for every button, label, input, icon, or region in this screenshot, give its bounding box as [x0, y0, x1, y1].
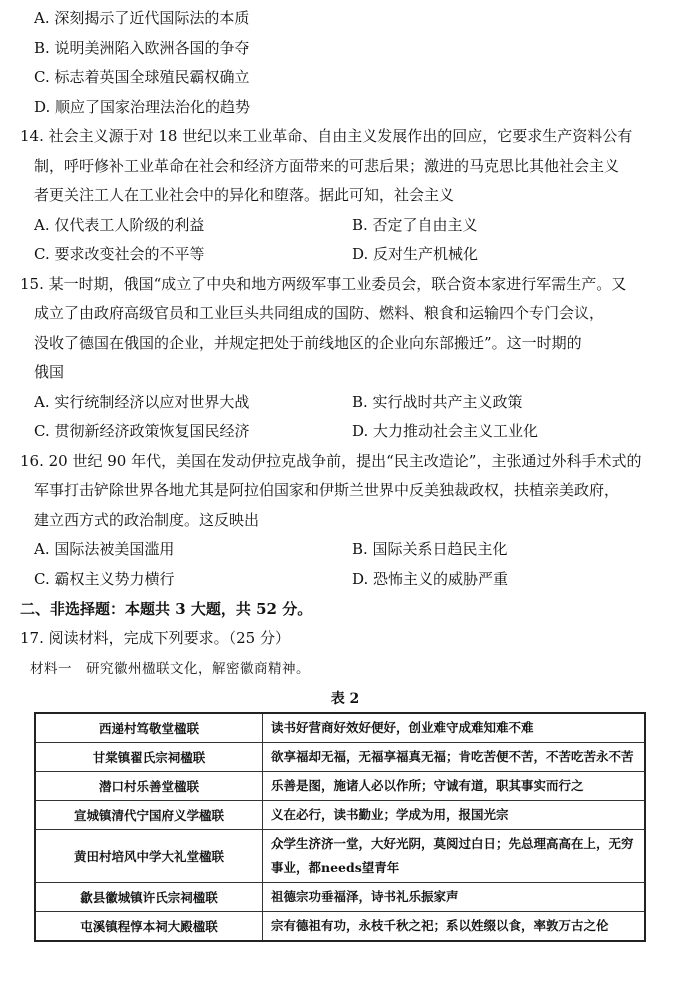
table-caption: 表 2	[330, 690, 360, 707]
q16-option-d: D. 恐怖主义的威胁严重	[352, 569, 509, 588]
table-row	[35, 882, 645, 911]
q16-option-b: B. 国际关系日趋民主化	[352, 540, 508, 558]
table-cell-couplet: 祖德宗功垂福泽，诗书礼乐振家声	[263, 882, 646, 911]
q15-options-row-1	[20, 388, 670, 418]
table-row	[35, 771, 645, 800]
table-cell-place: 黄田村培风中学大礼堂楹联	[35, 829, 263, 882]
q13-option-c: C. 标志着英国全球殖民霸权确立	[34, 68, 250, 86]
q16-line-3: 建立西方式的政治制度。这反映出	[34, 510, 260, 529]
table-row	[35, 742, 645, 771]
table-cell-couplet: 宗有德祖有功，永枝千秋之祀；系以姓缀以食，率敦万古之伦	[263, 911, 646, 941]
q16-option-a: A. 国际法被美国滥用	[34, 540, 175, 558]
q15-line-3: 没收了德国在俄国的企业，并规定把处于前线地区的企业向东部搬迁”。这一时期的	[34, 333, 582, 352]
couplets-table	[34, 712, 646, 942]
table-cell-place: 宣城镇清代宁国府义学楹联	[35, 800, 263, 829]
q15-option-c: C. 贯彻新经济政策恢复国民经济	[34, 422, 250, 440]
q15-options-row-2	[20, 417, 670, 447]
material-1-heading: 材料一 研究徽州楹联文化，解密徽商精神。	[30, 660, 310, 677]
table-row	[35, 800, 645, 829]
q16-options-row-1	[20, 535, 670, 565]
q15-line-1: 15. 某一时期，俄国“成立了中央和地方两级军事工业委员会，联合资本家进行军需生产。又	[20, 274, 627, 293]
q15-line-2: 成立了由政府高级官员和工业巨头共同组成的国防、燃料、粮食和运输四个专门会议，	[34, 304, 605, 322]
section-heading: 二、非选择题：本题共 3 大题，共 52 分。	[20, 600, 313, 618]
table-cell-place: 潜口村乐善堂楹联	[35, 771, 263, 800]
q15-option-d: D. 大力推动社会主义工业化	[352, 422, 539, 440]
q13-option-b: B. 说明美洲陷入欧洲各国的争夺	[34, 38, 250, 57]
q14-line-3: 者更关注工人在工业社会中的异化和堕落。据此可知，社会主义	[34, 186, 455, 204]
table-cell-couplet: 欲享福却无福，无福享福真无福；肯吃苦便不苦，不苦吃苦永不苦	[263, 742, 646, 771]
q14-options-row-2	[20, 240, 670, 270]
q14-line-1: 14. 社会主义源于对 18 世纪以来工业革命、自由主义发展作出的回应，它要求生产资料公有	[20, 127, 633, 145]
q15-line-4: 俄国	[34, 363, 65, 381]
q16-option-c: C. 霸权主义势力横行	[34, 569, 175, 588]
table-cell-couplet: 乐善是图，施诸人必以作所；守诚有道，职其事实而行之	[263, 771, 646, 800]
table-cell-place: 甘棠镇翟氏宗祠楹联	[35, 742, 263, 771]
table-row	[35, 713, 645, 743]
q13-option-a: A. 深刻揭示了近代国际法的本质	[34, 9, 250, 27]
q14-option-d: D. 反对生产机械化	[352, 245, 479, 263]
table-row	[35, 829, 645, 882]
q15-option-a: A. 实行统制经济以应对世界大战	[34, 392, 250, 411]
q14-option-b: B. 否定了自由主义	[352, 215, 478, 234]
q14-line-2: 制，呼吁修补工业革命在社会和经济方面带来的可悲后果；激进的马克思比其他社会主义	[34, 156, 620, 175]
q17-heading: 17. 阅读材料，完成下列要求。（25 分）	[20, 629, 290, 647]
q14-options-row-1	[20, 211, 670, 241]
q13-option-d: D. 顺应了国家治理法治化的趋势	[34, 97, 251, 116]
table-row	[35, 911, 645, 941]
table-cell-place: 屯溪镇程惇本祠大殿楹联	[35, 911, 263, 941]
q16-line-1: 16. 20 世纪 90 年代，美国在发动伊拉克战争前，提出“民主改造论”，主张通过外科手术式的	[20, 451, 642, 470]
q14-option-a: A. 仅代表工人阶级的利益	[34, 215, 205, 234]
table-cell-place: 歙县徽城镇许氏宗祠楹联	[35, 882, 263, 911]
q15-option-b: B. 实行战时共产主义政策	[352, 392, 523, 411]
q16-options-row-2	[20, 565, 670, 595]
table-cell-couplet: 义在必行，读书勤业；学成为用，报国光宗	[263, 800, 646, 829]
table-cell-couplet: 众学生济济一堂，大好光阴，莫阅过白日；先总理高高在上，无穷事业，都needs望青年	[263, 829, 646, 882]
table-cell-place: 西递村笃敬堂楹联	[35, 713, 263, 743]
table-cell-couplet: 读书好营商好效好便好，创业难守成难知难不难	[263, 713, 646, 743]
q16-line-2: 军事打击铲除世界各地尤其是阿拉伯国家和伊斯兰世界中反美独裁政权，扶植亲美政府，	[34, 481, 620, 499]
q14-option-c: C. 要求改变社会的不平等	[34, 245, 205, 263]
